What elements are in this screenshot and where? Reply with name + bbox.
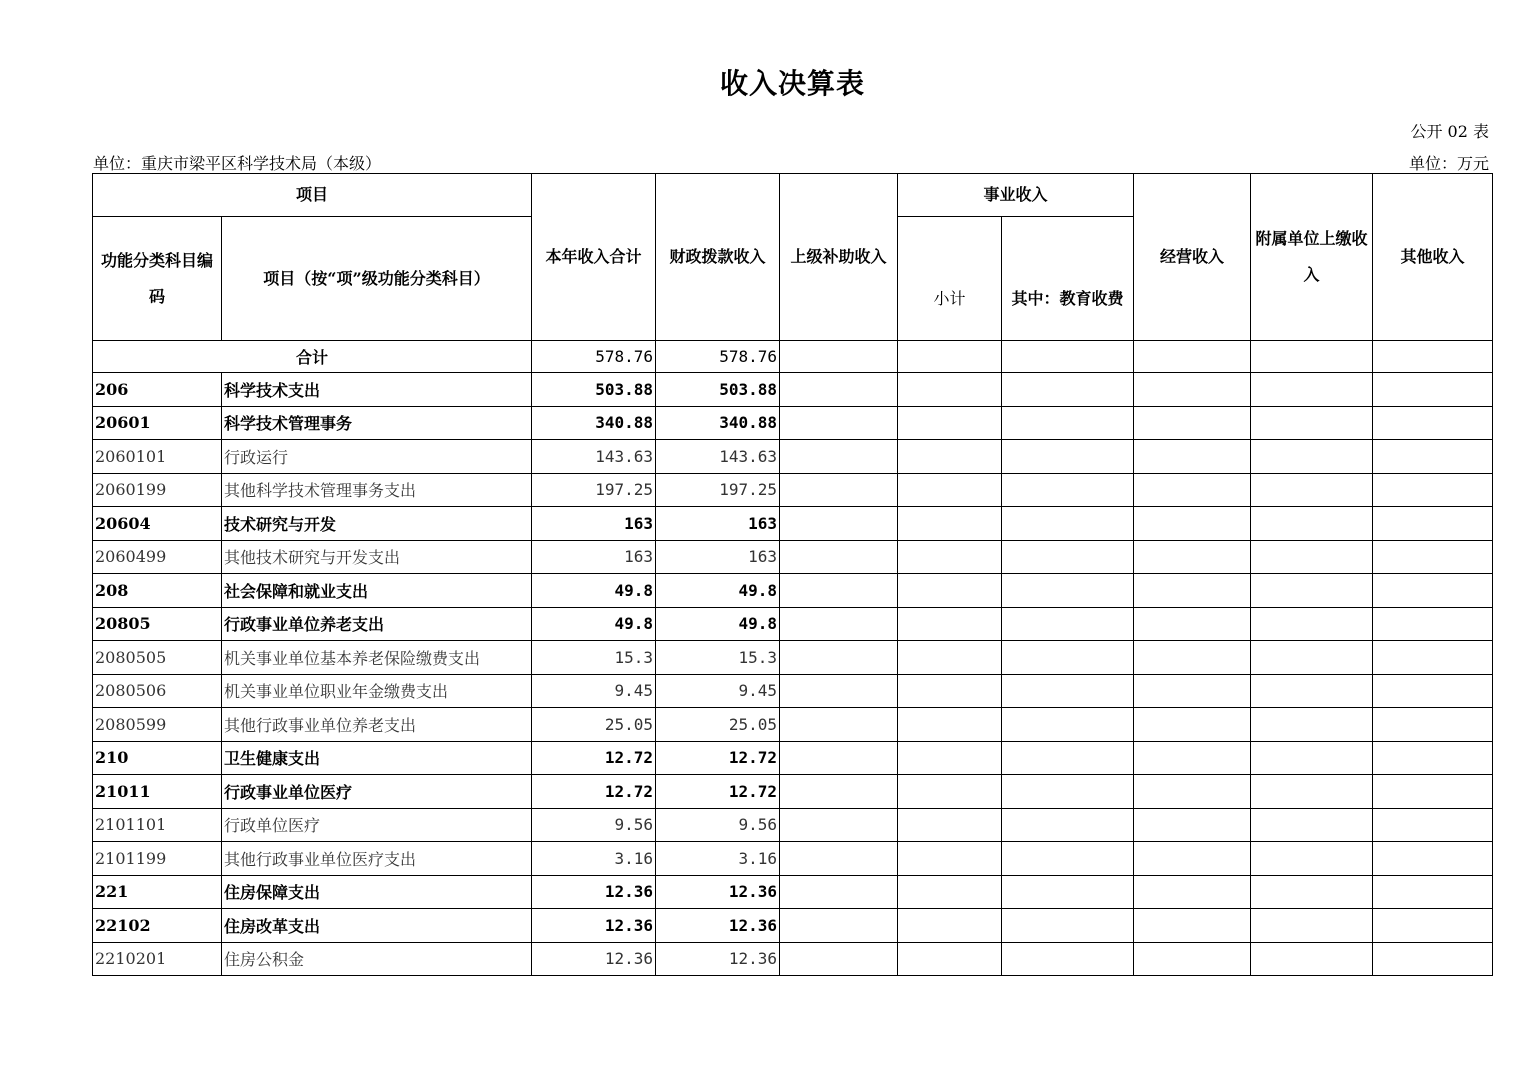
row-other <box>1373 373 1493 407</box>
row-name: 科学技术管理事务 <box>222 406 532 440</box>
form-number: 公开 02 表 <box>1410 122 1489 141</box>
row-name: 技术研究与开发 <box>222 507 532 541</box>
total-label: 合计 <box>93 341 532 373</box>
row-affiliated <box>1251 406 1373 440</box>
page-title: 收入决算表 <box>719 67 865 100</box>
row-other <box>1373 775 1493 809</box>
row-edu-fee <box>1002 574 1134 608</box>
table-row <box>93 775 1493 809</box>
row-total: 9.45 <box>532 674 656 708</box>
row-operating <box>1134 607 1251 641</box>
row-edu-fee <box>1002 741 1134 775</box>
row-code: 208 <box>93 574 222 608</box>
header-total: 本年收入合计 <box>532 174 656 341</box>
row-edu-fee <box>1002 708 1134 742</box>
row-superior <box>780 875 898 909</box>
row-code: 2060199 <box>93 473 222 507</box>
row-fiscal: 503.88 <box>656 373 780 407</box>
row-operating <box>1134 674 1251 708</box>
row-superior <box>780 540 898 574</box>
row-edu-fee <box>1002 808 1134 842</box>
row-fiscal: 3.16 <box>656 842 780 876</box>
row-operating <box>1134 641 1251 675</box>
row-affiliated <box>1251 373 1373 407</box>
row-name: 行政事业单位养老支出 <box>222 607 532 641</box>
table-row <box>93 507 1493 541</box>
row-name: 其他科学技术管理事务支出 <box>222 473 532 507</box>
row-superior <box>780 473 898 507</box>
header-project: 项目 <box>93 174 532 217</box>
row-affiliated <box>1251 674 1373 708</box>
row-fiscal: 9.45 <box>656 674 780 708</box>
row-edu-fee <box>1002 674 1134 708</box>
row-total: 163 <box>532 507 656 541</box>
row-name: 行政运行 <box>222 440 532 474</box>
row-subtotal <box>898 540 1002 574</box>
row-operating <box>1134 775 1251 809</box>
row-code: 2210201 <box>93 942 222 976</box>
table-row <box>93 909 1493 943</box>
row-affiliated <box>1251 440 1373 474</box>
row-total: 25.05 <box>532 708 656 742</box>
row-affiliated <box>1251 808 1373 842</box>
total-affiliated <box>1251 341 1373 373</box>
row-total: 12.36 <box>532 909 656 943</box>
row-fiscal: 9.56 <box>656 808 780 842</box>
row-code: 2060499 <box>93 540 222 574</box>
row-subtotal <box>898 741 1002 775</box>
table-row <box>93 440 1493 474</box>
row-total: 503.88 <box>532 373 656 407</box>
header-func-code: 功能分类科目编码 <box>93 217 222 341</box>
row-fiscal: 49.8 <box>656 574 780 608</box>
table-row <box>93 942 1493 976</box>
row-edu-fee <box>1002 641 1134 675</box>
income-table <box>92 173 1493 976</box>
row-subtotal <box>898 373 1002 407</box>
row-operating <box>1134 808 1251 842</box>
row-superior <box>780 406 898 440</box>
row-other <box>1373 607 1493 641</box>
row-affiliated <box>1251 741 1373 775</box>
row-name: 机关事业单位职业年金缴费支出 <box>222 674 532 708</box>
header-edu-fee: 其中：教育收费 <box>1002 217 1134 341</box>
row-other <box>1373 674 1493 708</box>
row-fiscal: 340.88 <box>656 406 780 440</box>
row-other <box>1373 842 1493 876</box>
header-operating: 经营收入 <box>1134 174 1251 341</box>
table-row <box>93 473 1493 507</box>
row-subtotal <box>898 875 1002 909</box>
currency-unit: 单位：万元 <box>1408 154 1489 173</box>
row-other <box>1373 875 1493 909</box>
row-operating <box>1134 507 1251 541</box>
row-operating <box>1134 909 1251 943</box>
total-other <box>1373 341 1493 373</box>
row-total: 12.72 <box>532 741 656 775</box>
row-subtotal <box>898 808 1002 842</box>
row-fiscal: 12.36 <box>656 909 780 943</box>
row-superior <box>780 708 898 742</box>
row-fiscal: 25.05 <box>656 708 780 742</box>
row-other <box>1373 507 1493 541</box>
row-superior <box>780 373 898 407</box>
row-operating <box>1134 574 1251 608</box>
row-fiscal: 163 <box>656 507 780 541</box>
table-row <box>93 406 1493 440</box>
row-affiliated <box>1251 574 1373 608</box>
row-edu-fee <box>1002 473 1134 507</box>
row-name: 行政事业单位医疗 <box>222 775 532 809</box>
row-edu-fee <box>1002 440 1134 474</box>
row-other <box>1373 641 1493 675</box>
header-affiliated: 附属单位上缴收入 <box>1251 174 1373 341</box>
row-subtotal <box>898 708 1002 742</box>
total-subtotal <box>898 341 1002 373</box>
row-affiliated <box>1251 607 1373 641</box>
row-fiscal: 197.25 <box>656 473 780 507</box>
table-row <box>93 875 1493 909</box>
row-code: 22102 <box>93 909 222 943</box>
row-affiliated <box>1251 775 1373 809</box>
row-total: 143.63 <box>532 440 656 474</box>
table-row <box>93 373 1493 407</box>
row-subtotal <box>898 507 1002 541</box>
header-fiscal: 财政拨款收入 <box>656 174 780 341</box>
header-superior: 上级补助收入 <box>780 174 898 341</box>
header-business: 事业收入 <box>898 174 1134 217</box>
row-affiliated <box>1251 909 1373 943</box>
row-superior <box>780 574 898 608</box>
row-affiliated <box>1251 708 1373 742</box>
row-name: 科学技术支出 <box>222 373 532 407</box>
row-subtotal <box>898 942 1002 976</box>
row-subtotal <box>898 775 1002 809</box>
row-operating <box>1134 540 1251 574</box>
row-total: 49.8 <box>532 574 656 608</box>
row-other <box>1373 808 1493 842</box>
row-fiscal: 143.63 <box>656 440 780 474</box>
row-total: 12.36 <box>532 942 656 976</box>
row-fiscal: 12.36 <box>656 875 780 909</box>
row-operating <box>1134 875 1251 909</box>
row-name: 住房改革支出 <box>222 909 532 943</box>
row-fiscal: 12.72 <box>656 741 780 775</box>
header-item-name: 项目（按“项”级功能分类科目） <box>222 217 532 341</box>
total-superior <box>780 341 898 373</box>
row-other <box>1373 909 1493 943</box>
row-fiscal: 12.36 <box>656 942 780 976</box>
row-affiliated <box>1251 507 1373 541</box>
row-code: 21011 <box>93 775 222 809</box>
table-row <box>93 540 1493 574</box>
row-name: 住房保障支出 <box>222 875 532 909</box>
table-row <box>93 741 1493 775</box>
row-subtotal <box>898 440 1002 474</box>
row-superior <box>780 607 898 641</box>
row-edu-fee <box>1002 373 1134 407</box>
row-superior <box>780 507 898 541</box>
row-affiliated <box>1251 641 1373 675</box>
row-other <box>1373 406 1493 440</box>
row-affiliated <box>1251 540 1373 574</box>
row-name: 其他技术研究与开发支出 <box>222 540 532 574</box>
row-code: 2101199 <box>93 842 222 876</box>
total-operating <box>1134 341 1251 373</box>
row-edu-fee <box>1002 406 1134 440</box>
row-name: 行政单位医疗 <box>222 808 532 842</box>
row-superior <box>780 641 898 675</box>
row-operating <box>1134 842 1251 876</box>
row-name: 社会保障和就业支出 <box>222 574 532 608</box>
row-affiliated <box>1251 875 1373 909</box>
row-superior <box>780 942 898 976</box>
row-operating <box>1134 708 1251 742</box>
row-code: 221 <box>93 875 222 909</box>
row-subtotal <box>898 641 1002 675</box>
table-row <box>93 641 1493 675</box>
row-code: 2080599 <box>93 708 222 742</box>
row-subtotal <box>898 473 1002 507</box>
row-total: 163 <box>532 540 656 574</box>
row-code: 2101101 <box>93 808 222 842</box>
total-fiscal: 578.76 <box>656 341 780 373</box>
row-superior <box>780 741 898 775</box>
row-edu-fee <box>1002 507 1134 541</box>
row-name: 其他行政事业单位医疗支出 <box>222 842 532 876</box>
row-name: 其他行政事业单位养老支出 <box>222 708 532 742</box>
table-row <box>93 842 1493 876</box>
row-edu-fee <box>1002 909 1134 943</box>
row-operating <box>1134 440 1251 474</box>
row-other <box>1373 942 1493 976</box>
row-subtotal <box>898 909 1002 943</box>
header-subtotal: 小计 <box>898 217 1002 341</box>
row-fiscal: 163 <box>656 540 780 574</box>
row-total: 12.72 <box>532 775 656 809</box>
total-amount: 578.76 <box>532 341 656 373</box>
row-subtotal <box>898 674 1002 708</box>
row-edu-fee <box>1002 775 1134 809</box>
row-superior <box>780 775 898 809</box>
row-fiscal: 12.72 <box>656 775 780 809</box>
row-superior <box>780 842 898 876</box>
row-total: 12.36 <box>532 875 656 909</box>
row-name: 卫生健康支出 <box>222 741 532 775</box>
row-edu-fee <box>1002 540 1134 574</box>
row-other <box>1373 540 1493 574</box>
total-edu-fee <box>1002 341 1134 373</box>
row-edu-fee <box>1002 875 1134 909</box>
row-other <box>1373 473 1493 507</box>
row-total: 9.56 <box>532 808 656 842</box>
row-superior <box>780 808 898 842</box>
row-superior <box>780 909 898 943</box>
row-fiscal: 49.8 <box>656 607 780 641</box>
row-code: 2080506 <box>93 674 222 708</box>
row-affiliated <box>1251 842 1373 876</box>
table-row <box>93 607 1493 641</box>
row-affiliated <box>1251 942 1373 976</box>
row-operating <box>1134 473 1251 507</box>
row-name: 机关事业单位基本养老保险缴费支出 <box>222 641 532 675</box>
row-code: 20601 <box>93 406 222 440</box>
row-subtotal <box>898 574 1002 608</box>
row-other <box>1373 440 1493 474</box>
row-edu-fee <box>1002 842 1134 876</box>
row-superior <box>780 440 898 474</box>
row-edu-fee <box>1002 607 1134 641</box>
header-other: 其他收入 <box>1373 174 1493 341</box>
total-row <box>93 341 1493 373</box>
row-affiliated <box>1251 473 1373 507</box>
row-operating <box>1134 942 1251 976</box>
table-row <box>93 674 1493 708</box>
row-code: 210 <box>93 741 222 775</box>
row-fiscal: 15.3 <box>656 641 780 675</box>
row-name: 住房公积金 <box>222 942 532 976</box>
row-other <box>1373 574 1493 608</box>
row-superior <box>780 674 898 708</box>
row-code: 20805 <box>93 607 222 641</box>
row-total: 49.8 <box>532 607 656 641</box>
row-code: 206 <box>93 373 222 407</box>
table-row <box>93 574 1493 608</box>
row-subtotal <box>898 607 1002 641</box>
row-other <box>1373 708 1493 742</box>
table-row <box>93 708 1493 742</box>
reporting-unit: 单位：重庆市梁平区科学技术局（本级） <box>93 154 382 173</box>
row-subtotal <box>898 842 1002 876</box>
row-total: 15.3 <box>532 641 656 675</box>
row-subtotal <box>898 406 1002 440</box>
row-code: 2080505 <box>93 641 222 675</box>
row-operating <box>1134 406 1251 440</box>
row-total: 340.88 <box>532 406 656 440</box>
row-operating <box>1134 373 1251 407</box>
row-edu-fee <box>1002 942 1134 976</box>
row-code: 20604 <box>93 507 222 541</box>
table-row <box>93 808 1493 842</box>
row-operating <box>1134 741 1251 775</box>
row-code: 2060101 <box>93 440 222 474</box>
row-total: 3.16 <box>532 842 656 876</box>
row-total: 197.25 <box>532 473 656 507</box>
row-other <box>1373 741 1493 775</box>
